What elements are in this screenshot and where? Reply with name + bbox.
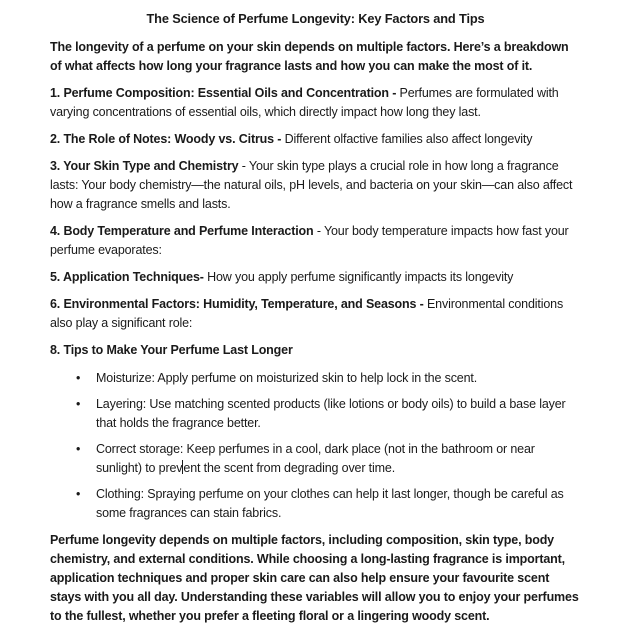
tips-heading[interactable]: 8. Tips to Make Your Perfume Last Longer bbox=[50, 343, 293, 357]
bullet-text-after-cursor: ent the scent from degrading over time. bbox=[183, 461, 396, 475]
bullet-text: Moisturize: Apply perfume on moisturized skin to help lock in the scent. bbox=[96, 371, 478, 385]
section-6-body: Environmental conditions also play a significant role: bbox=[50, 297, 564, 330]
section-3-skin-type-chemistry[interactable] bbox=[50, 157, 581, 214]
section-2-role-of-notes[interactable] bbox=[50, 130, 581, 149]
section-1-perfume-composition[interactable] bbox=[50, 84, 581, 122]
bullet-icon: • bbox=[76, 397, 81, 411]
bullet-icon: • bbox=[76, 442, 81, 456]
section-3-heading: 3. Your Skin Type and Chemistry bbox=[50, 159, 239, 173]
tips-list bbox=[50, 369, 581, 523]
list-item-moisturize[interactable] bbox=[50, 369, 581, 388]
section-4-heading: 4. Body Temperature and Perfume Interaction bbox=[50, 224, 314, 238]
list-item-correct-storage[interactable] bbox=[50, 440, 581, 478]
section-5-application-techniques[interactable] bbox=[50, 268, 581, 287]
section-1-heading: 1. Perfume Composition: Essential Oils and Concentration - bbox=[50, 86, 397, 100]
section-4-body-temperature[interactable] bbox=[50, 222, 581, 260]
list-item-clothing[interactable] bbox=[50, 485, 581, 523]
intro-paragraph[interactable]: The longevity of a perfume on your skin depends on multiple factors. Here’s a breakdown of what affects how long your fragrance lasts and how you can make the most of it. bbox=[50, 40, 569, 73]
section-1-body: Perfumes are formulated with varying concentrations of essential oils, which directly impact how long they last. bbox=[50, 86, 559, 119]
list-item-layering[interactable] bbox=[50, 395, 581, 433]
section-2-heading: 2. The Role of Notes: Woody vs. Citrus - bbox=[50, 132, 282, 146]
bullet-text: Clothing: Spraying perfume on your clothes can help it last longer, though be careful as some fragrances can stain fabrics. bbox=[96, 487, 564, 520]
section-4-body: - Your body temperature impacts how fast your perfume evaporates: bbox=[50, 224, 569, 257]
section-5-heading: 5. Application Techniques- bbox=[50, 270, 204, 284]
section-3-body: - Your skin type plays a crucial role in how long a fragrance lasts: Your body chemistry—the natural oils, pH levels, and bacteria on your skin—can also affect how a fragrance smells and lasts. bbox=[50, 159, 573, 211]
section-2-body: Different olfactive families also affect longevity bbox=[281, 132, 533, 146]
bullet-icon: • bbox=[76, 371, 81, 385]
bullet-text bbox=[96, 442, 535, 475]
bullet-text-before-cursor: Correct storage: Keep perfumes in a cool, dark place (not in the bathroom or near sunlight) to prev bbox=[96, 442, 535, 475]
bullet-icon: • bbox=[76, 487, 81, 501]
section-5-body: How you apply perfume significantly impacts its longevity bbox=[203, 270, 514, 284]
section-6-environmental-factors[interactable] bbox=[50, 295, 581, 333]
document-title[interactable]: The Science of Perfume Longevity: Key Factors and Tips bbox=[146, 11, 485, 26]
bullet-text: Layering: Use matching scented products (like lotions or body oils) to build a base layer that holds the fragrance better. bbox=[96, 397, 566, 430]
section-6-heading: 6. Environmental Factors: Humidity, Temperature, and Seasons - bbox=[50, 297, 424, 311]
conclusion-paragraph[interactable]: Perfume longevity depends on multiple factors, including composition, skin type, body chemistry, and external conditions. While choosing a long-lasting fragrance is important, application techniques and proper skin care can also help ensure your favourite scent stays with you all day. Understanding these variables will allow you to enjoy your perfumes to the fullest, whether you prefer a fleeting floral or a lingering woody scent. bbox=[50, 533, 579, 623]
